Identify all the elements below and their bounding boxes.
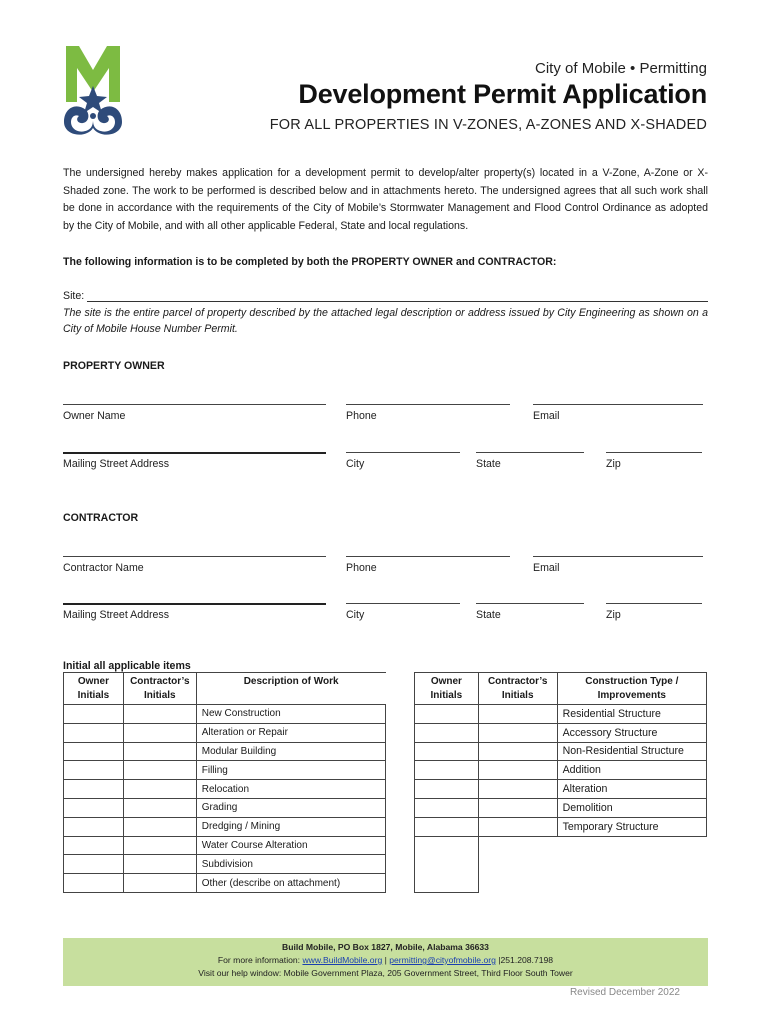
owner-initials-cell[interactable] [415,780,479,799]
contractor-name-field[interactable] [63,556,326,557]
construction-row [415,817,707,836]
col-owner-initials: Owner Initials [64,673,124,705]
work-row [64,705,386,724]
owner-initials-cell[interactable] [64,874,124,893]
owner-state-field[interactable] [476,452,584,453]
owner-initials-cell[interactable] [415,761,479,780]
owner-initials-cell[interactable] [64,855,124,874]
work-row [64,798,386,817]
contractor-initials-cell[interactable] [478,723,557,742]
contractor-city-field[interactable] [346,603,460,604]
construction-row [415,761,707,780]
contractor-initials-cell[interactable] [123,817,196,836]
col-owner-initials-right: Owner Initials [415,673,479,705]
contractor-state-field[interactable] [476,603,584,604]
owner-address-label: Mailing Street Address [63,458,169,470]
construction-row [415,723,707,742]
work-description-cell: Relocation [196,780,385,799]
work-row [64,874,386,893]
col-description: Description of Work [196,673,385,705]
owner-email-label: Email [533,410,560,422]
site-field[interactable] [63,290,708,303]
email-link[interactable]: permitting@cityofmobile.org [389,955,496,965]
contractor-name-label: Contractor Name [63,562,144,574]
construction-row [415,742,707,761]
work-description-cell: Water Course Alteration [196,836,385,855]
col-contractor-initials-right: Contractor’s Initials [478,673,557,705]
instructions-heading: The following information is to be completed by both the PROPERTY OWNER and CONTRACTOR: [63,256,557,268]
contractor-zip-label: Zip [606,609,621,621]
contractor-initials-cell[interactable] [123,798,196,817]
contractor-initials-cell[interactable] [478,705,557,724]
footer-contact [63,954,708,967]
owner-initials-cell[interactable] [415,723,479,742]
owner-initials-cell[interactable] [415,836,479,855]
work-description-cell: Subdivision [196,855,385,874]
contractor-zip-field[interactable] [606,603,702,604]
work-description-cell: Filling [196,761,385,780]
contractor-initials-cell[interactable] [478,780,557,799]
initial-items-heading: Initial all applicable items [63,660,191,672]
contractor-phone-label: Phone [346,562,377,574]
footer-banner [63,938,708,986]
contractor-initials-cell[interactable] [123,780,196,799]
contractor-heading: CONTRACTOR [63,512,139,524]
owner-name-field[interactable] [63,404,326,405]
owner-zip-label: Zip [606,458,621,470]
owner-zip-field[interactable] [606,452,702,453]
work-description-cell: Other (describe on attachment) [196,874,385,893]
contractor-initials-cell[interactable] [123,705,196,724]
footer-phone: |251.208.7198 [495,955,554,965]
work-row [64,855,386,874]
contractor-email-label: Email [533,562,560,574]
website-link[interactable]: www.BuildMobile.org [302,955,383,965]
footer-help-window: Visit our help window: Mobile Government Plaza, 205 Government Street, Third Floor South Tower [198,968,573,978]
construction-row [415,855,707,874]
contractor-phone-field[interactable] [346,556,510,557]
contractor-initials-cell[interactable] [478,817,557,836]
owner-initials-cell[interactable] [64,742,124,761]
work-description-cell: Modular Building [196,742,385,761]
empty-cell [478,874,557,893]
owner-initials-cell[interactable] [415,874,479,893]
owner-phone-field[interactable] [346,404,510,405]
construction-row [415,874,707,893]
owner-initials-cell[interactable] [64,798,124,817]
owner-initials-cell[interactable] [64,761,124,780]
header-subtitle: City of Mobile • Permitting [535,60,707,77]
owner-phone-label: Phone [346,410,377,422]
footer-separator: | [382,955,390,965]
construction-type-cell: Residential Structure [557,705,706,724]
construction-type-cell: Non-Residential Structure [557,742,706,761]
description-of-work-table [63,672,386,893]
owner-initials-cell[interactable] [64,780,124,799]
empty-cell [557,874,706,893]
owner-initials-cell[interactable] [415,798,479,817]
work-row [64,836,386,855]
contractor-state-label: State [476,609,501,621]
owner-state-label: State [476,458,501,470]
site-underline [87,301,708,302]
col-contractor-initials: Contractor’s Initials [123,673,196,705]
owner-initials-cell[interactable] [64,705,124,724]
contractor-city-label: City [346,609,365,621]
owner-initials-cell[interactable] [64,723,124,742]
work-description-cell: New Construction [196,705,385,724]
contractor-initials-cell[interactable] [123,836,196,855]
owner-address-field[interactable] [63,452,326,454]
contractor-address-label: Mailing Street Address [63,609,169,621]
owner-initials-cell[interactable] [64,817,124,836]
construction-type-cell: Addition [557,761,706,780]
contractor-initials-cell[interactable] [123,742,196,761]
contractor-initials-cell[interactable] [123,874,196,893]
construction-type-cell: Alteration [557,780,706,799]
col-construction-type: Construction Type / Improvements [557,673,706,705]
empty-cell [478,836,557,855]
construction-row [415,705,707,724]
construction-row [415,798,707,817]
city-of-mobile-logo [62,44,124,136]
work-row [64,723,386,742]
construction-row [415,780,707,799]
empty-cell [557,855,706,874]
work-description-cell: Alteration or Repair [196,723,385,742]
owner-city-label: City [346,458,365,470]
intro-paragraph: The undersigned hereby makes application for a development permit to develop/alter property(s) located in a V-Zone, A-Zone or X-Shaded zone. The work to be performed is described below and in attachments hereto. The undersigned agrees that all such work shall be done in accordance with the requirements of the City of Mobile’s Stormwater Management and Flood Control Ordinance as adopted by the City of Mobile, and with all other applicable Federal, State and local regulations. [63,167,708,232]
contractor-initials-cell[interactable] [478,761,557,780]
work-description-cell: Dredging / Mining [196,817,385,836]
site-note: The site is the entire parcel of property described by the attached legal description or address issued by City Engineering as shown on a City of Mobile House Number Permit. [63,307,708,335]
contractor-initials-cell[interactable] [123,761,196,780]
site-label: Site: [63,290,85,302]
owner-initials-cell[interactable] [415,817,479,836]
revised-date: Revised December 2022 [569,987,680,998]
owner-initials-cell[interactable] [415,742,479,761]
owner-city-field[interactable] [346,452,460,453]
work-row [64,780,386,799]
work-row [64,742,386,761]
work-description-cell: Grading [196,798,385,817]
construction-type-cell: Demolition [557,798,706,817]
owner-email-field[interactable] [533,404,703,405]
contractor-address-field[interactable] [63,603,326,605]
work-row [64,761,386,780]
empty-cell [557,836,706,855]
owner-initials-cell[interactable] [64,836,124,855]
footer-address: Build Mobile, PO Box 1827, Mobile, Alabama 36633 [282,942,489,952]
work-row [64,817,386,836]
construction-type-cell: Accessory Structure [557,723,706,742]
contractor-initials-cell[interactable] [123,723,196,742]
owner-initials-cell[interactable] [415,705,479,724]
contractor-initials-cell[interactable] [123,855,196,874]
contractor-initials-cell[interactable] [478,798,557,817]
owner-heading: PROPERTY OWNER [63,360,165,372]
owner-name-label: Owner Name [63,410,126,422]
footer-info-prefix: For more information: [217,955,303,965]
construction-type-cell: Temporary Structure [557,817,706,836]
owner-initials-cell[interactable] [415,855,479,874]
construction-type-table [414,672,707,893]
empty-cell [478,855,557,874]
page-title: Development Permit Application [298,79,707,109]
contractor-initials-cell[interactable] [478,742,557,761]
header-zones: FOR ALL PROPERTIES IN V-ZONES, A-ZONES AND X-SHADED [269,117,707,133]
construction-row [415,836,707,855]
contractor-email-field[interactable] [533,556,703,557]
